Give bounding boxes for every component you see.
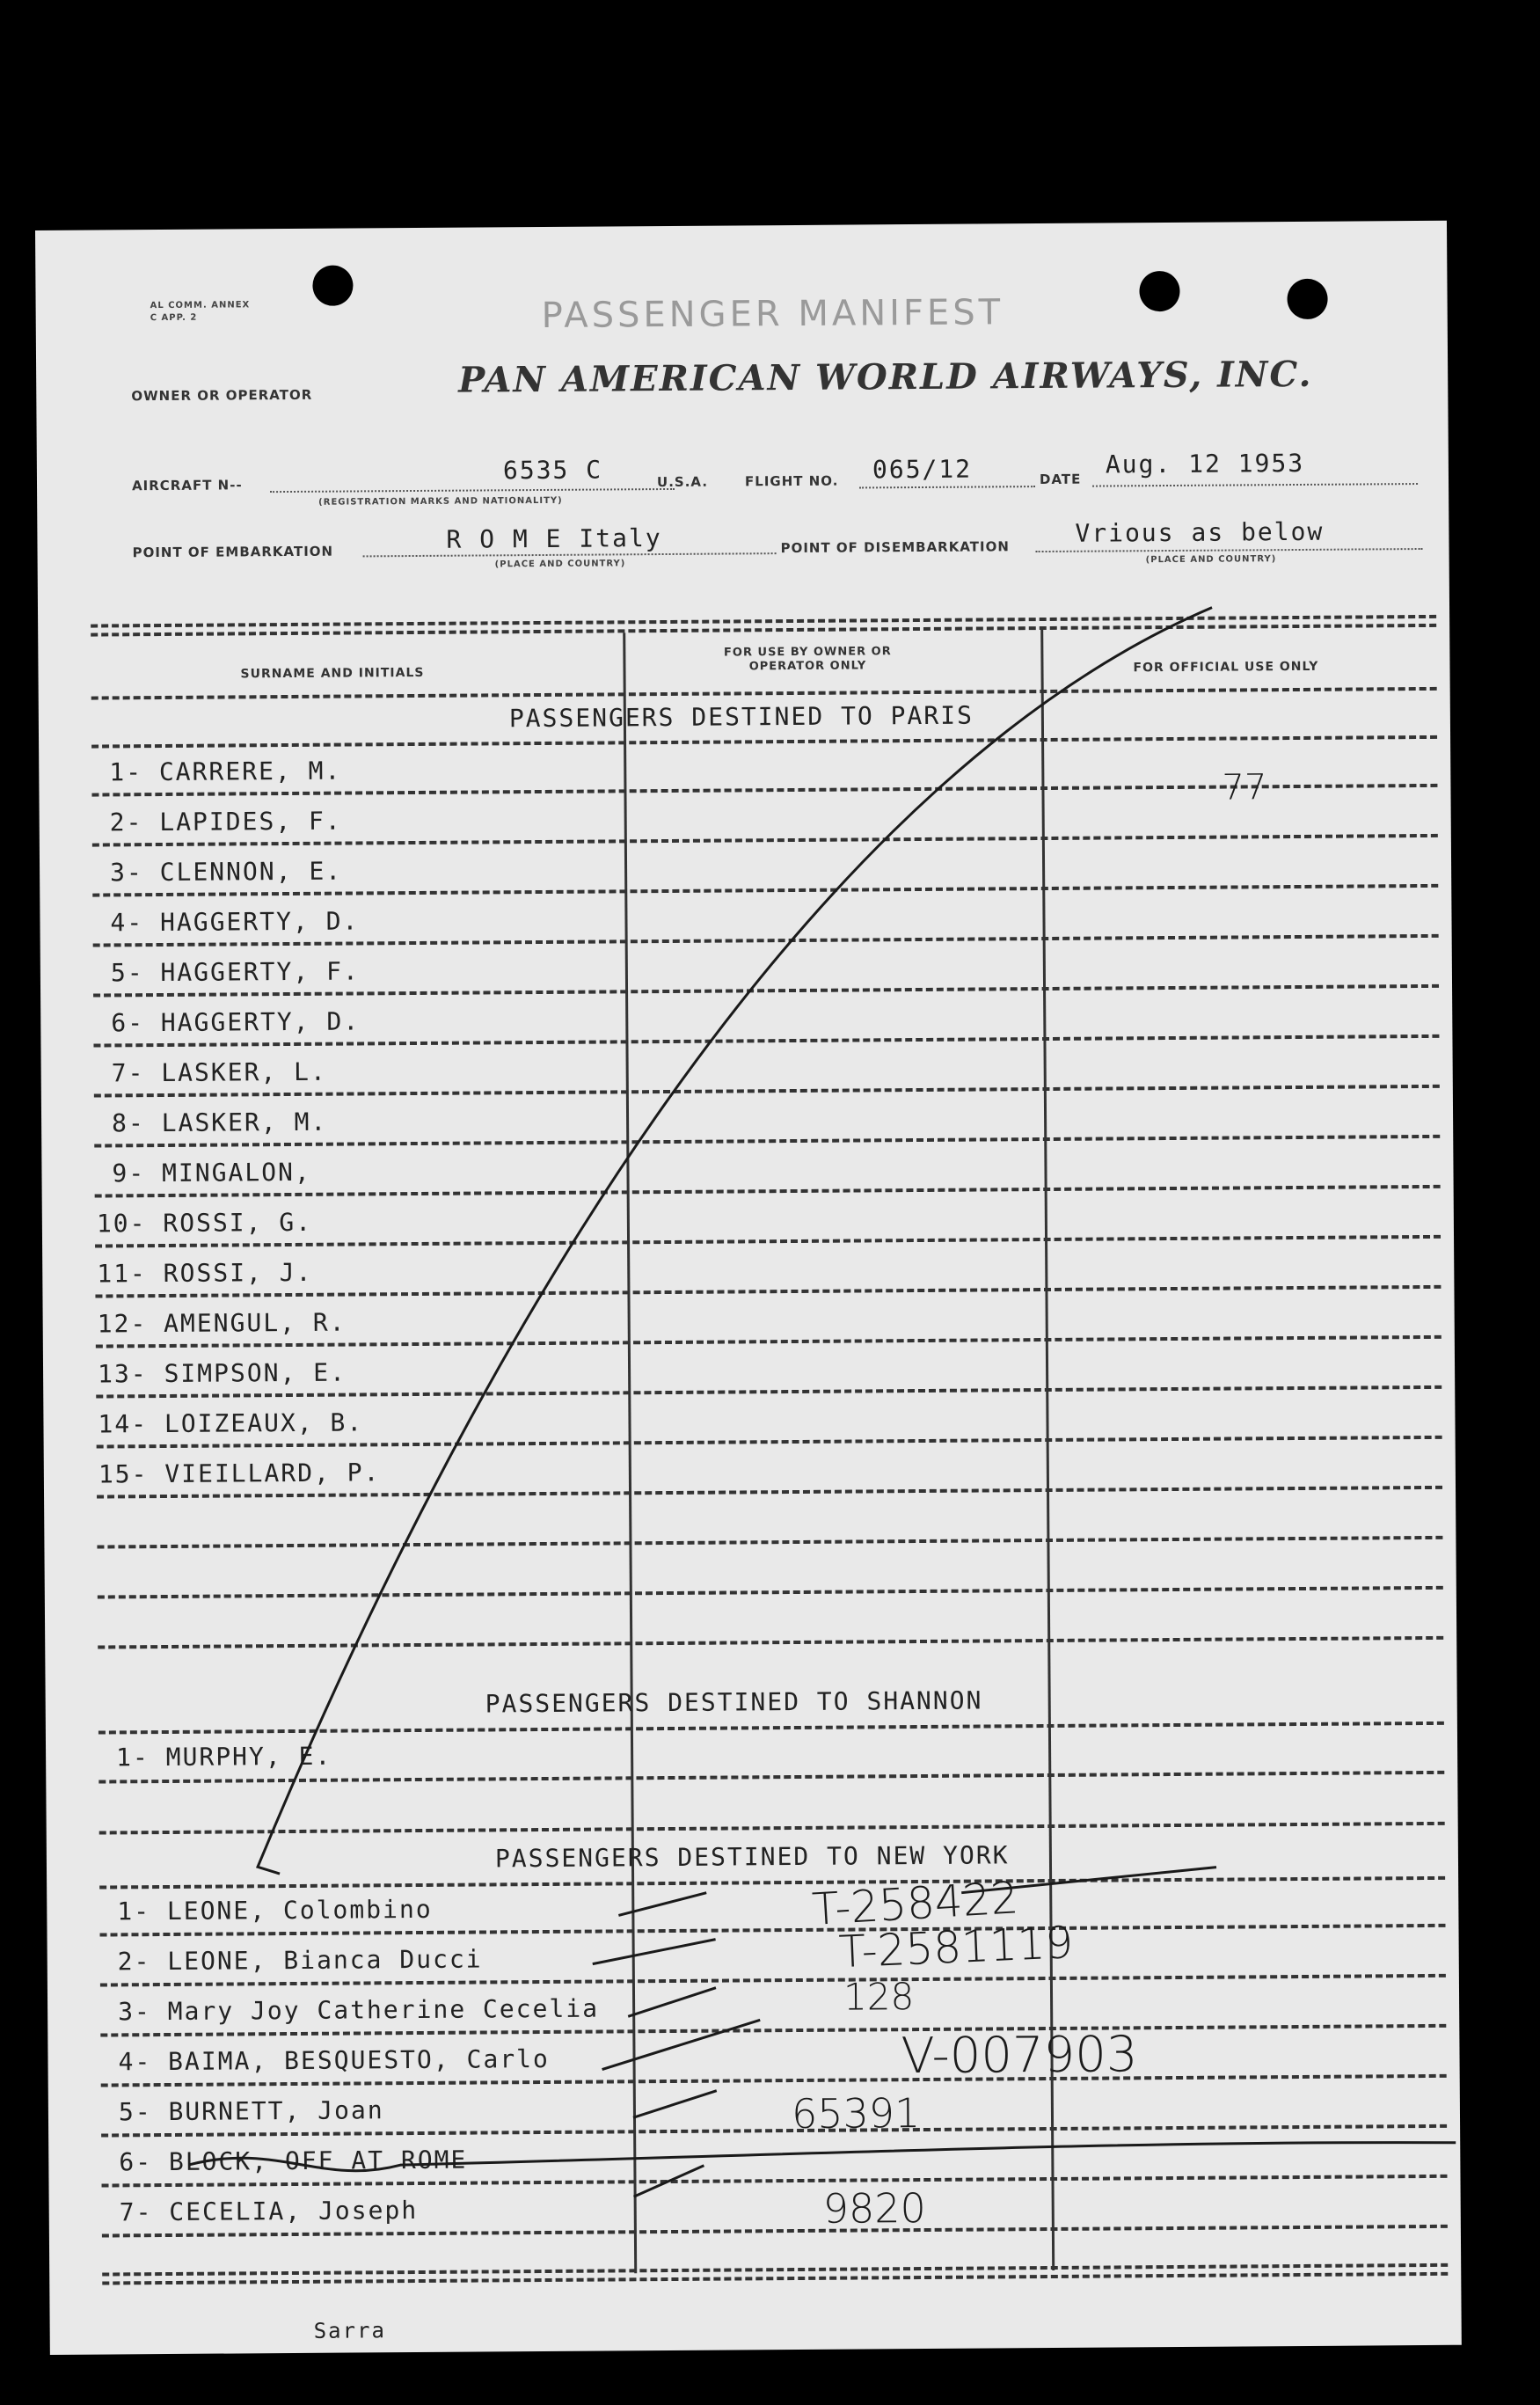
passenger-row: 11- ROSSI, J. bbox=[97, 1257, 313, 1289]
date-value: Aug. 12 1953 bbox=[1105, 448, 1305, 479]
col-owner-use: FOR USE BY OWNER OR OPERATOR ONLY bbox=[723, 645, 892, 674]
passenger-row: 15- VIEILLARD, P. bbox=[98, 1458, 381, 1489]
section-heading-new-york: PASSENGERS DESTINED TO NEW YORK bbox=[494, 1840, 1010, 1874]
flight-label: FLIGHT NO. bbox=[744, 472, 839, 490]
passenger-row: 9- MINGALON, bbox=[112, 1157, 311, 1188]
flight-value: 065/12 bbox=[872, 454, 973, 485]
corner-note: AL COMM. ANNEX C APP. 2 bbox=[150, 300, 251, 324]
passenger-row: 1- LEONE, Colombino bbox=[117, 1894, 433, 1926]
section-heading-paris: PASSENGERS DESTINED TO PARIS bbox=[508, 700, 974, 734]
ticket-number: 65391 bbox=[791, 2089, 921, 2138]
aircraft-value: 6535 C bbox=[502, 455, 603, 486]
passenger-row: 8- LASKER, M. bbox=[111, 1107, 328, 1138]
passenger-row: 6- HAGGERTY, D. bbox=[111, 1006, 361, 1038]
ticket-number: T-258422 bbox=[810, 1872, 1020, 1935]
ticket-number: 128 bbox=[843, 1975, 915, 2019]
disembarkation-caption: (PLACE AND COUNTRY) bbox=[1145, 554, 1277, 566]
ticket-number: V-007903 bbox=[901, 2026, 1138, 2086]
passenger-row: 12- AMENGUL, R. bbox=[97, 1307, 347, 1339]
passenger-row: 14- LOIZEAUX, B. bbox=[98, 1407, 364, 1439]
passenger-row: 6- BLOCK, OFF AT ROME bbox=[119, 2145, 468, 2177]
passenger-row: 2- LAPIDES, F. bbox=[109, 806, 342, 837]
embarkation-caption: (PLACE AND COUNTRY) bbox=[494, 559, 626, 570]
passenger-row: 4- BAIMA, BESQUESTO, Carlo bbox=[118, 2043, 550, 2077]
passenger-row: 1- MURPHY, E. bbox=[116, 1741, 332, 1773]
passenger-row: 5- BURNETT, Joan bbox=[118, 2095, 384, 2127]
date-label: DATE bbox=[1039, 471, 1082, 488]
passenger-row: 13- SIMPSON, E. bbox=[97, 1357, 347, 1389]
ticket-number: T-2581119 bbox=[837, 1917, 1075, 1978]
official-mark: 77 bbox=[1222, 767, 1267, 808]
col-official-use: FOR OFFICIAL USE ONLY bbox=[1133, 659, 1319, 676]
passenger-row: 7- LASKER, L. bbox=[111, 1056, 327, 1088]
owner-value: PAN AMERICAN WORLD AIRWAYS, INC. bbox=[458, 353, 1313, 401]
passenger-row: 7- CECELIA, Joseph bbox=[119, 2196, 419, 2227]
passenger-row: 10- ROSSI, G. bbox=[96, 1207, 313, 1239]
manifest-page bbox=[35, 221, 1462, 2355]
owner-label: OWNER OR OPERATOR bbox=[131, 386, 313, 405]
aircraft-label: AIRCRAFT N-- bbox=[131, 477, 243, 494]
col-surname: SURNAME AND INITIALS bbox=[240, 665, 425, 682]
embarkation-value: R O M E Italy bbox=[446, 523, 662, 554]
passenger-row: 3- Mary Joy Catherine Cecelia bbox=[118, 1993, 600, 2027]
signature: Sarra bbox=[313, 2318, 387, 2343]
passenger-row: 1- CARRERE, M. bbox=[109, 756, 342, 787]
section-heading-shannon: PASSENGERS DESTINED TO SHANNON bbox=[485, 1685, 983, 1719]
disembarkation-value: Vrious as below bbox=[1075, 516, 1325, 548]
passenger-row: 5- HAGGERTY, F. bbox=[110, 956, 360, 988]
disembarkation-label: POINT OF DISEMBARKATION bbox=[780, 538, 1010, 557]
usa-label: U.S.A. bbox=[656, 473, 709, 491]
embarkation-label: POINT OF EMBARKATION bbox=[132, 543, 334, 561]
page-title: PASSENGER MANIFEST bbox=[541, 292, 1004, 336]
pen-strokes bbox=[35, 221, 1462, 2355]
passenger-row: 4- HAGGERTY, D. bbox=[110, 906, 360, 938]
passenger-row: 2- LEONE, Bianca Ducci bbox=[117, 1944, 483, 1977]
ticket-number: 9820 bbox=[822, 2183, 926, 2233]
registration-caption: (REGISTRATION MARKS AND NATIONALITY) bbox=[318, 495, 563, 508]
passenger-row: 3- CLENNON, E. bbox=[109, 856, 343, 888]
